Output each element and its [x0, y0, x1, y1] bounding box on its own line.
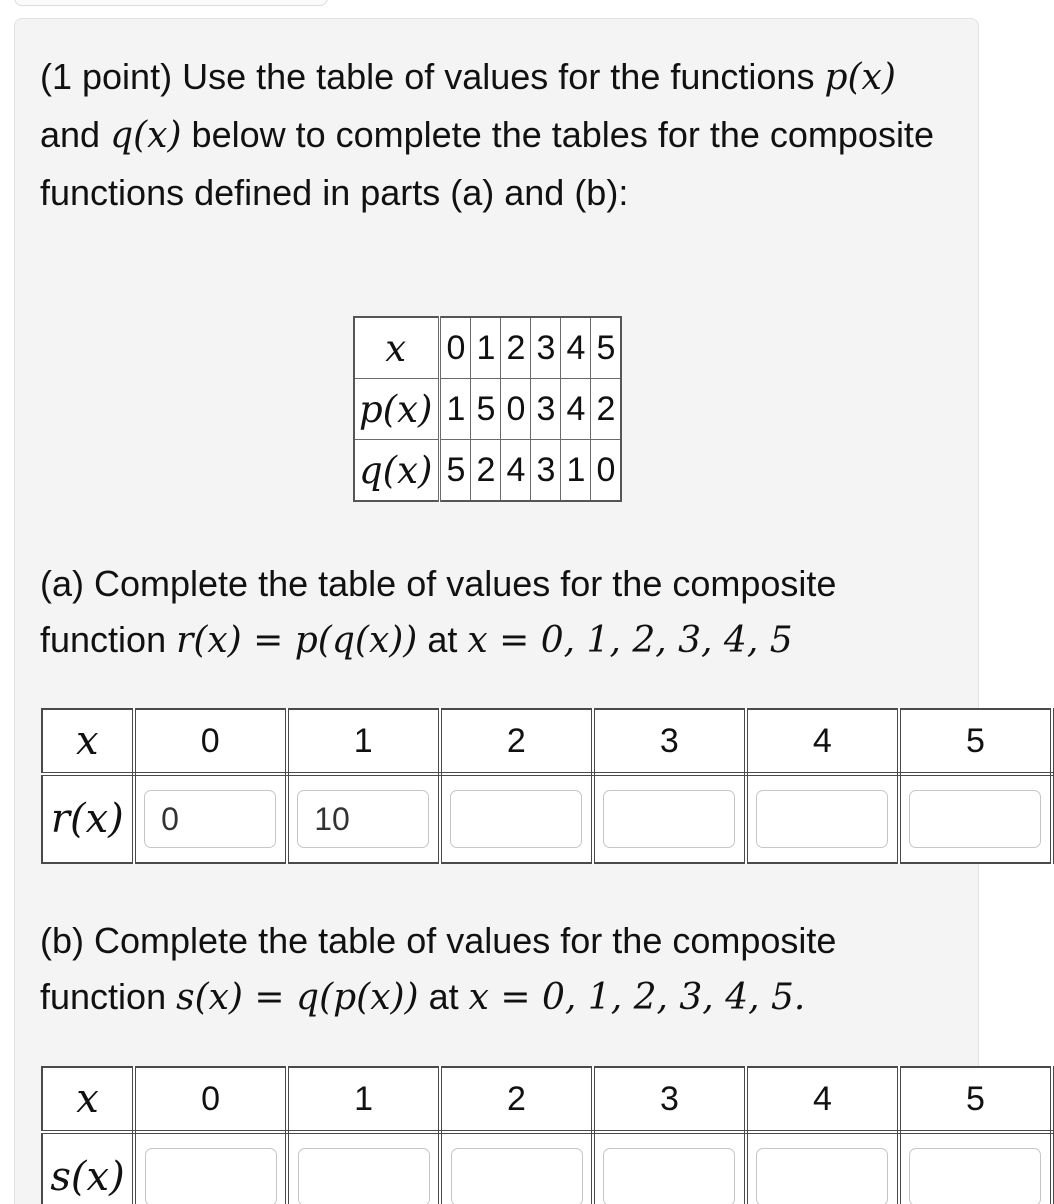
part-b-at: at — [428, 976, 459, 1017]
previous-problem-tab — [14, 0, 328, 6]
part-b-header-row — [42, 1067, 1052, 1132]
r-answer-input[interactable] — [756, 790, 888, 848]
x-value: 5 — [591, 317, 622, 379]
x-value: 4 — [561, 317, 591, 379]
part-b-instructions — [40, 913, 960, 1026]
part-b-domain: x = 0, 1, 2, 3, 4, 5 — [468, 977, 794, 1018]
part-a-definition: r(x) = p(q(x)) — [176, 620, 418, 661]
part-b-end: . — [793, 977, 806, 1018]
intro-prefix: (1 point) Use the table of values for the functions — [40, 56, 815, 97]
p-value: 1 — [440, 379, 471, 440]
part-a-answer-cell — [134, 774, 287, 863]
part-a-answer-cell — [287, 774, 440, 863]
q-value: 2 — [471, 440, 501, 502]
part-a-answer-cell — [899, 774, 1052, 863]
part-b-x-value: 4 — [746, 1067, 899, 1132]
part-b-answer-cell — [899, 1132, 1052, 1204]
problem-statement — [40, 48, 940, 221]
part-b-x-value: 2 — [440, 1067, 593, 1132]
s-answer-input[interactable] — [451, 1148, 583, 1204]
part-b-s-label: s(x) — [42, 1132, 134, 1204]
p-value: 0 — [501, 379, 531, 440]
part-b-answer-cell — [134, 1132, 287, 1204]
s-answer-input[interactable] — [145, 1148, 277, 1204]
q-row — [354, 440, 621, 502]
p-row — [354, 379, 621, 440]
part-a-prefix: (a) Complete the table of values for the composite function — [40, 563, 837, 660]
x-label: x — [354, 317, 440, 379]
part-b-answer-cell — [746, 1132, 899, 1204]
r-answer-input[interactable] — [144, 790, 276, 848]
part-a-answer-row — [42, 774, 1052, 863]
part-b-answer-cell — [440, 1132, 593, 1204]
p-value: 5 — [471, 379, 501, 440]
part-a-answer-cell — [746, 774, 899, 863]
p-value: 2 — [591, 379, 622, 440]
part-a-domain: x = 0, 1, 2, 3, 4, 5 — [467, 620, 793, 661]
s-answer-input[interactable] — [603, 1148, 735, 1204]
x-value: 1 — [471, 317, 501, 379]
part-a-r-label: r(x) — [42, 774, 134, 863]
p-value: 3 — [531, 379, 561, 440]
part-b-prefix: (b) Complete the table of values for the composite function — [40, 920, 837, 1017]
part-b-definition: s(x) = q(p(x)) — [176, 977, 419, 1018]
part-a-header-row — [42, 709, 1052, 774]
q-value: 5 — [440, 440, 471, 502]
q-value: 4 — [501, 440, 531, 502]
x-value: 2 — [501, 317, 531, 379]
function-p-name: p(x) — [824, 57, 896, 98]
part-b-x-value: 3 — [593, 1067, 746, 1132]
part-a-answer-cell — [440, 774, 593, 863]
part-b-table — [41, 1066, 1054, 1204]
part-b-answer-cell — [593, 1132, 746, 1204]
r-answer-input[interactable] — [909, 790, 1041, 848]
q-value: 3 — [531, 440, 561, 502]
part-b-x-value: 1 — [287, 1067, 440, 1132]
s-answer-input[interactable] — [909, 1148, 1041, 1204]
part-a-x-value: 0 — [134, 709, 287, 774]
part-a-x-value: 2 — [440, 709, 593, 774]
s-answer-input[interactable] — [756, 1148, 888, 1204]
part-a-at: at — [427, 619, 458, 660]
function-values-table — [353, 316, 622, 502]
r-answer-input[interactable] — [297, 790, 429, 848]
p-label: p(x) — [354, 379, 440, 440]
function-q-name: q(x) — [110, 115, 182, 156]
intro-suffix: below to complete the tables for the composite functions defined in parts (a) and (b): — [40, 114, 934, 213]
x-value: 3 — [531, 317, 561, 379]
part-a-x-value: 4 — [746, 709, 899, 774]
x-row — [354, 317, 621, 379]
part-a-x-value: 3 — [593, 709, 746, 774]
part-b-x-value: 0 — [134, 1067, 287, 1132]
p-value: 4 — [561, 379, 591, 440]
q-value: 0 — [591, 440, 622, 502]
s-answer-input[interactable] — [298, 1148, 430, 1204]
and-word: and — [40, 114, 101, 155]
part-a-x-label: x — [42, 709, 134, 774]
part-b-x-label: x — [42, 1067, 134, 1132]
q-label: q(x) — [354, 440, 440, 502]
part-a-x-value: 5 — [899, 709, 1052, 774]
part-a-x-value: 1 — [287, 709, 440, 774]
part-b-answer-cell — [287, 1132, 440, 1204]
r-answer-input[interactable] — [603, 790, 735, 848]
q-value: 1 — [561, 440, 591, 502]
part-a-table — [41, 708, 1054, 864]
part-b-answer-row — [42, 1132, 1052, 1204]
part-a-answer-cell — [593, 774, 746, 863]
x-value: 0 — [440, 317, 471, 379]
r-answer-input[interactable] — [450, 790, 582, 848]
part-b-x-value: 5 — [899, 1067, 1052, 1132]
part-a-instructions — [40, 556, 960, 669]
